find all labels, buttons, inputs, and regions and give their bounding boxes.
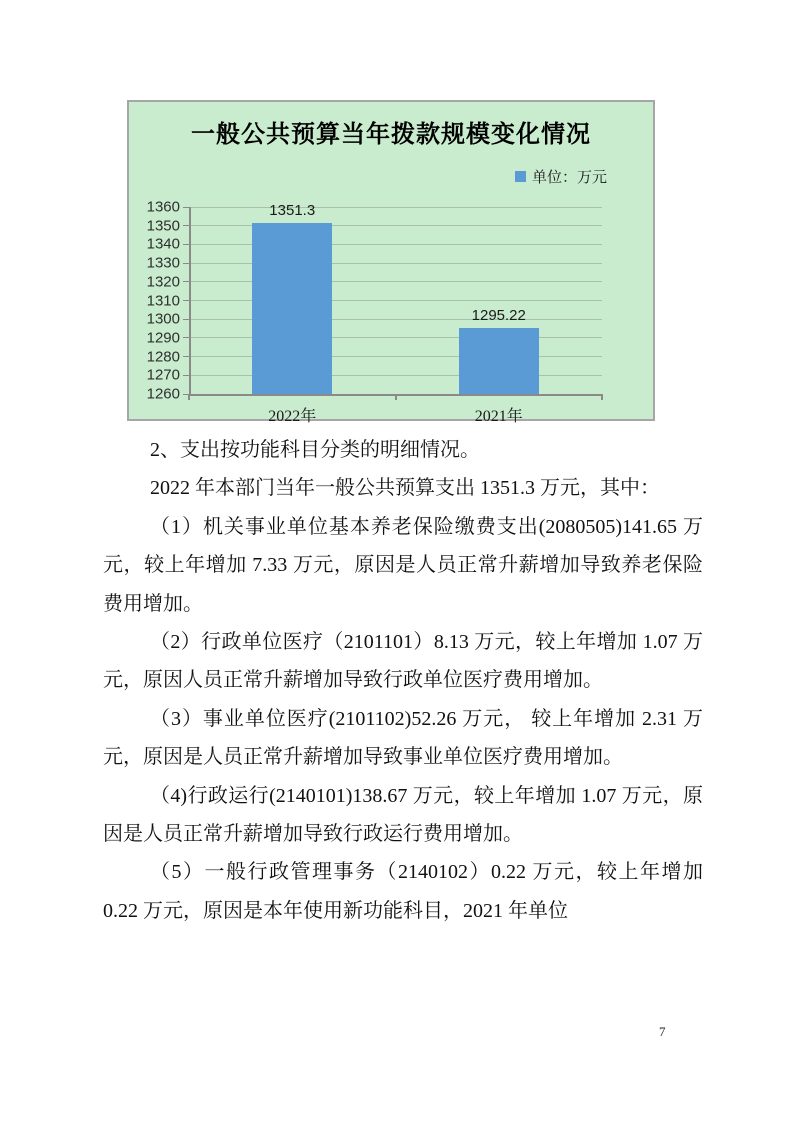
legend-swatch-icon	[515, 171, 526, 182]
y-axis-label: 1360	[146, 198, 180, 216]
bar-value-label: 1295.22	[471, 307, 526, 325]
y-axis-label: 1320	[146, 273, 180, 291]
x-axis-label: 2021年	[474, 408, 523, 425]
paragraph-heading: 2、支出按功能科目分类的明细情况。	[150, 439, 480, 461]
bar-2022年	[252, 223, 332, 394]
y-axis-label: 1280	[146, 348, 180, 366]
y-axis-label: 1350	[146, 217, 180, 235]
y-axis-label: 1300	[146, 310, 180, 328]
y-axis-line	[189, 207, 191, 395]
y-axis-label: 1260	[146, 385, 180, 403]
gridline	[189, 319, 602, 320]
body-text	[103, 431, 703, 930]
paragraph-item-2: （2）行政单位医疗（2101101）8.13 万元，较上年增加 1.07 万元，原因人员正常升薪增加导致行政单位医疗费用增加。	[103, 631, 703, 692]
gridline	[189, 225, 602, 226]
chart-title: 一般公共预算当年拨款规模变化情况	[191, 121, 591, 148]
x-axis-tick	[601, 395, 603, 400]
y-axis-label: 1310	[146, 292, 180, 309]
gridline	[189, 207, 602, 208]
paragraph-item-5: （5）一般行政管理事务（2140102）0.22 万元，较上年增加 0.22 万元，原因是本年使用新功能科目，2021 年单位	[103, 861, 703, 922]
y-axis-label: 1290	[146, 329, 180, 347]
bar-value-label: 1351.3	[269, 202, 316, 220]
x-axis-tick	[188, 395, 190, 400]
gridline	[189, 263, 602, 264]
paragraph-item-3: （3）事业单位医疗(2101102)52.26 万元， 较上年增加 2.31 万元，原因是人员正常升薪增加导致事业单位医疗费用增加。	[103, 707, 703, 769]
y-axis-label: 1330	[146, 254, 180, 272]
gridline	[189, 337, 602, 338]
paragraph-item-4: （4)行政运行(2140101)138.67 万元，较上年增加 1.07 万元，原因是人员正常升薪增加导致行政运行费用增加。	[103, 784, 703, 846]
y-axis-label: 1270	[146, 366, 180, 384]
gridline	[189, 375, 602, 376]
x-axis-tick	[395, 395, 397, 400]
legend-label: 单位：万元	[531, 170, 607, 186]
plot-area	[146, 198, 602, 425]
paragraph-total: 2022 年本部门当年一般公共预算支出 1351.3 万元，其中：	[150, 477, 660, 500]
page-number: 7	[659, 1024, 666, 1039]
chart-legend	[515, 166, 607, 187]
bar-2021年	[459, 328, 539, 394]
gridline	[189, 281, 602, 282]
x-axis-label: 2022年	[268, 408, 317, 425]
gridline	[189, 356, 602, 357]
gridline	[189, 300, 602, 301]
budget-bar-chart	[127, 100, 655, 425]
gridline	[189, 244, 602, 245]
paragraph-item-1: （1）机关事业单位基本养老保险缴费支出(2080505)141.65 万元，较上年增加 7.33 万元，原因是人员正常升薪增加导致养老保险费用增加。	[103, 515, 703, 615]
y-axis-label: 1340	[146, 235, 180, 253]
